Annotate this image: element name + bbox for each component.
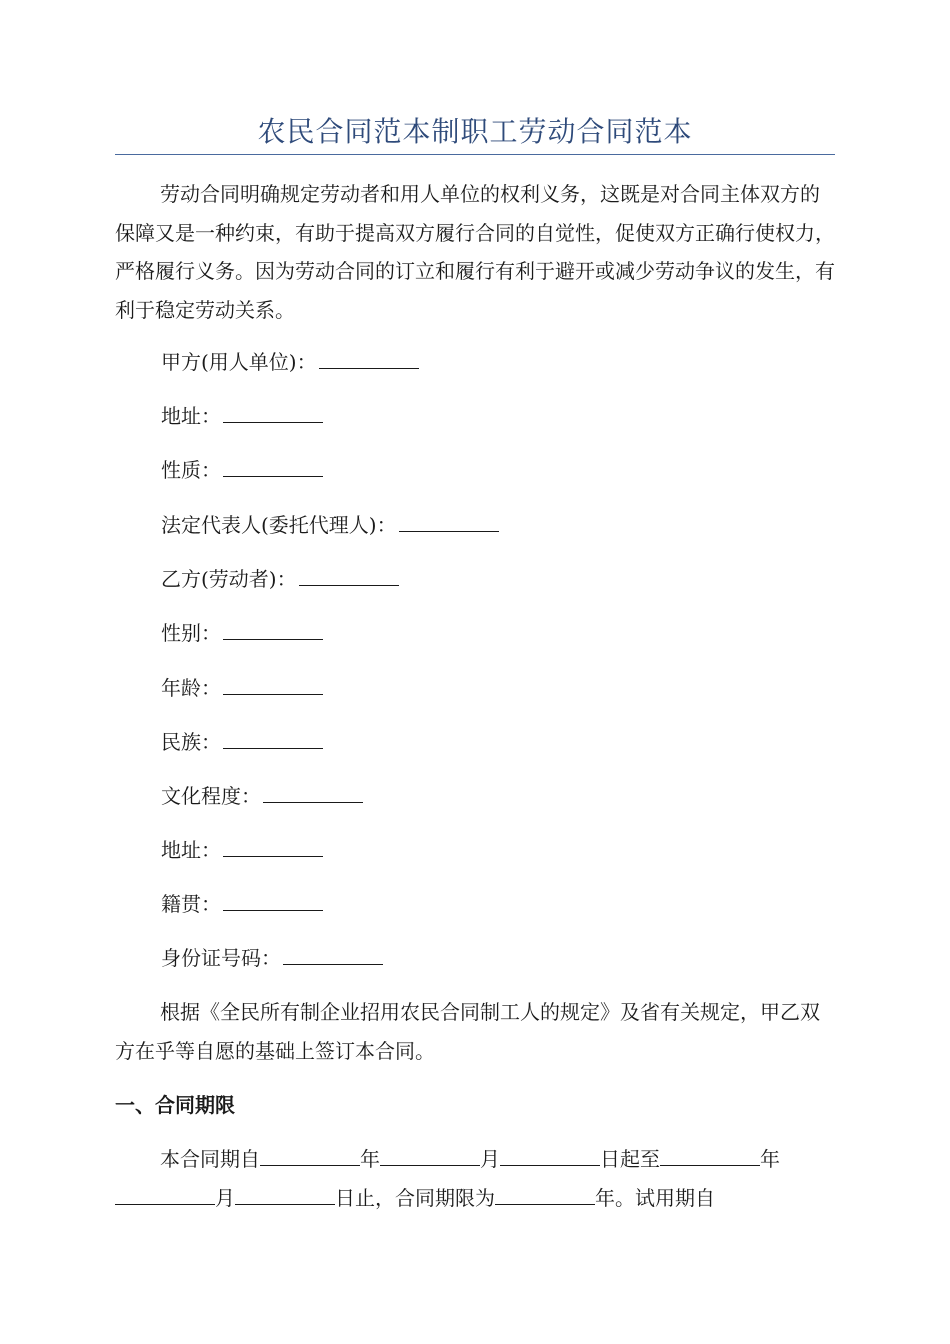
fill-blank[interactable]	[380, 1145, 480, 1166]
field-label: 年龄：	[161, 676, 221, 700]
field-age	[161, 674, 323, 702]
fill-blank[interactable]	[500, 1145, 600, 1166]
fill-blank[interactable]	[223, 456, 323, 477]
field-label: 身份证号码：	[161, 946, 281, 970]
field-address-b	[161, 836, 323, 864]
fill-blank[interactable]	[263, 782, 363, 803]
fill-blank[interactable]	[115, 1184, 215, 1205]
field-label: 地址：	[161, 404, 221, 428]
fill-blank[interactable]	[399, 511, 499, 532]
fill-blank[interactable]	[235, 1184, 335, 1205]
term-line	[115, 1140, 835, 1179]
fill-blank[interactable]	[260, 1145, 360, 1166]
field-label: 民族：	[161, 730, 221, 754]
document-title: 农民合同范本制职工劳动合同范本	[257, 115, 693, 148]
fill-blank[interactable]	[660, 1145, 760, 1166]
field-label: 乙方(劳动者)：	[161, 567, 297, 591]
fill-blank[interactable]	[223, 890, 323, 911]
field-label: 性别：	[161, 621, 221, 645]
term-text: 年	[360, 1147, 380, 1171]
term-text: 年。试用期自	[595, 1185, 715, 1210]
field-legal-rep	[161, 511, 499, 539]
field-label: 法定代表人(委托代理人)：	[161, 513, 397, 537]
fill-blank[interactable]	[223, 728, 323, 749]
fill-blank[interactable]	[495, 1184, 595, 1205]
term-text: 年	[760, 1147, 780, 1171]
contract-term-paragraph	[115, 1140, 835, 1217]
field-id-number	[161, 944, 383, 972]
term-line	[115, 1179, 835, 1218]
field-label: 甲方(用人单位)：	[161, 350, 317, 374]
field-education	[161, 782, 363, 810]
field-label: 籍贯：	[161, 892, 221, 916]
title-underline	[115, 154, 835, 155]
term-text: 月	[480, 1147, 500, 1171]
field-address-a	[161, 402, 323, 430]
field-party-a	[161, 348, 419, 376]
field-nature	[161, 456, 323, 484]
field-label: 文化程度：	[161, 784, 261, 808]
field-label: 性质：	[161, 458, 221, 482]
field-party-b	[161, 565, 399, 593]
fill-blank[interactable]	[283, 944, 383, 965]
fill-blank[interactable]	[223, 674, 323, 695]
term-text: 本合同期自	[160, 1147, 260, 1171]
intro-paragraph: 劳动合同明确规定劳动者和用人单位的权利义务，这既是对合同主体双方的保障又是一种约束，有助于提高双方履行合同的自觉性，促使双方正确行使权力，严格履行义务。因为劳动合同的订立和履行有利于避开或减少劳动争议的发生，有利于稳定劳动关系。	[115, 182, 835, 322]
field-label: 地址：	[161, 838, 221, 862]
field-native-place	[161, 890, 323, 918]
term-text: 日起至	[600, 1147, 660, 1171]
fill-blank[interactable]	[223, 836, 323, 857]
term-text: 月	[215, 1185, 235, 1210]
section-heading: 一、合同期限	[115, 1093, 235, 1117]
fill-blank[interactable]	[299, 565, 399, 586]
fill-blank[interactable]	[223, 402, 323, 423]
term-text: 日止，合同期限为	[335, 1185, 495, 1210]
field-gender	[161, 619, 323, 647]
field-ethnicity	[161, 728, 323, 756]
basis-paragraph: 根据《全民所有制企业招用农民合同制工人的规定》及省有关规定，甲乙双方在乎等自愿的基础上签订本合同。	[115, 1000, 820, 1063]
fill-blank[interactable]	[319, 348, 419, 369]
fill-blank[interactable]	[223, 619, 323, 640]
